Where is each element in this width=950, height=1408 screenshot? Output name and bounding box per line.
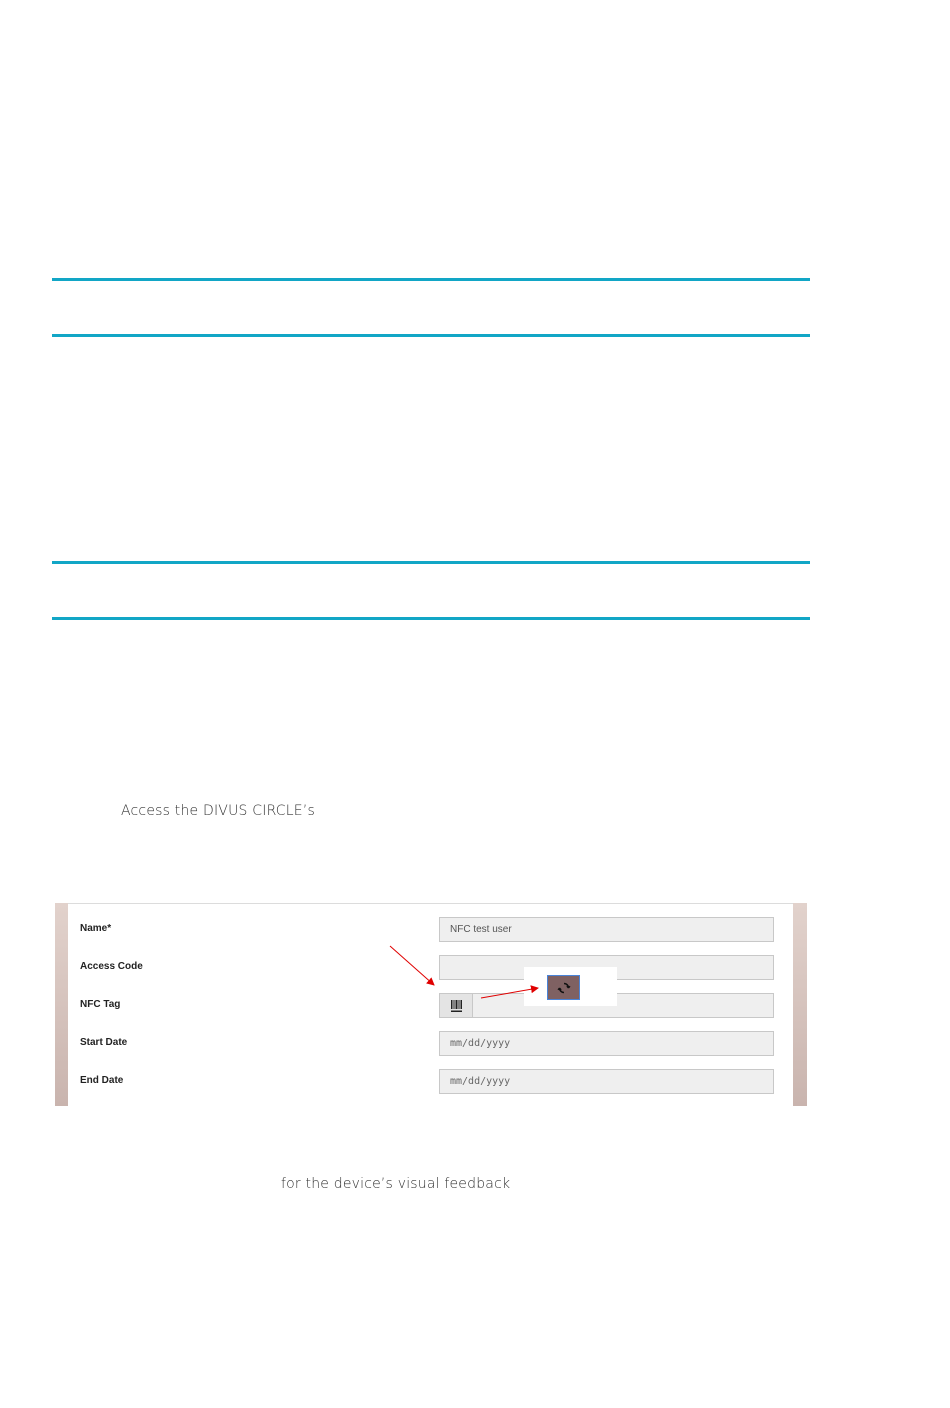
start-date-field[interactable]: mm/dd/yyyy bbox=[439, 1031, 774, 1056]
name-field[interactable]: NFC test user bbox=[439, 917, 774, 942]
barcode-icon bbox=[440, 994, 474, 1019]
instruction-text: Access the DIVUS CIRCLE’s bbox=[121, 803, 315, 819]
end-date-field[interactable]: mm/dd/yyyy bbox=[439, 1069, 774, 1094]
name-label: Name* bbox=[80, 923, 112, 934]
refresh-icon bbox=[557, 981, 571, 995]
form-screenshot bbox=[55, 903, 807, 1106]
refresh-button[interactable] bbox=[547, 975, 580, 1000]
screenshot-left-edge bbox=[55, 903, 68, 1106]
screenshot-right-edge bbox=[793, 903, 807, 1106]
arrow-to-access-field bbox=[390, 946, 434, 985]
nfc-tag-label: NFC Tag bbox=[80, 999, 121, 1010]
section-rule-top-1 bbox=[52, 278, 810, 281]
nfc-scan-button[interactable] bbox=[439, 993, 473, 1018]
start-date-label: Start Date bbox=[80, 1037, 128, 1048]
section-rule-top-2 bbox=[52, 561, 810, 564]
section-rule-bottom-1 bbox=[52, 334, 810, 337]
screenshot-top-border bbox=[68, 903, 793, 904]
access-code-label: Access Code bbox=[80, 961, 143, 972]
feedback-text: for the device’s visual feedback bbox=[281, 1176, 511, 1192]
end-date-label: End Date bbox=[80, 1075, 124, 1086]
section-rule-bottom-2 bbox=[52, 617, 810, 620]
